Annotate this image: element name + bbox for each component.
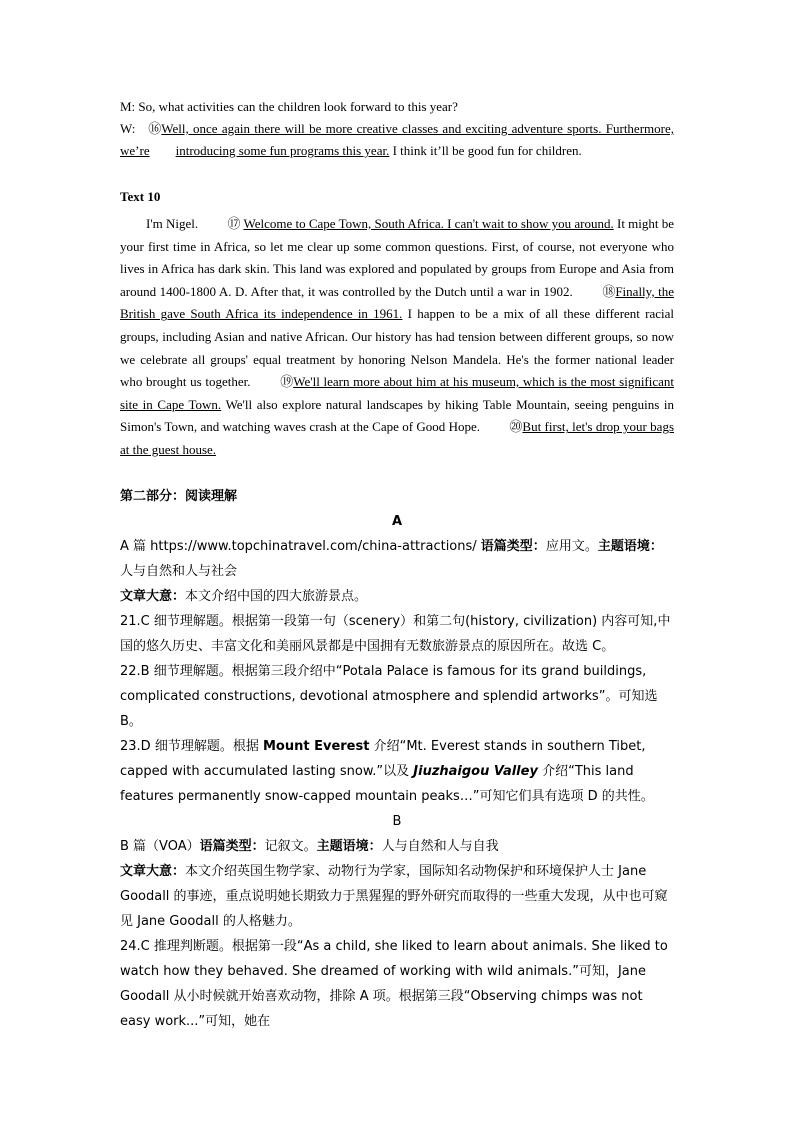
underlined-answer: introducing some fun programs this year. <box>175 143 390 158</box>
answer-21: 21.C 细节理解题。根据第一段第一句（scenery）和第二句(history, civilization) 内容可知,中国的悠久历史、丰富文化和美丽风景都是中国拥有无数旅游景点的原因所在。故选 C。 <box>120 613 671 654</box>
answer-22: 22.B 细节理解题。根据第三段介绍中“Potala Palace is famous for its grand buildings, complicated constructions, devotional atmosphere and splendid artworks”。可知选 B。 <box>120 663 658 729</box>
section-a-source <box>120 534 674 584</box>
type-label: 语篇类型： <box>199 838 265 854</box>
section-b-letter: B <box>392 813 402 829</box>
underlined-answer: Well, once again there will be more creative classes and exciting adventure sports. Furthermore, we’re <box>120 121 674 158</box>
text10-passage <box>120 213 674 462</box>
underlined-answer: Welcome to Cape Town, South Africa. I can't wait to show you around. <box>243 216 614 231</box>
dialogue-line-m <box>120 96 674 118</box>
passage-text: I happen to be a mix of all these different racial groups, including Asian and native African. Our history has had tension between different groups, so now we celebrate all groups' equal treatment by honoring Nelson Mandela. He's the former national leader who brought us together. <box>120 306 674 390</box>
theme-label: 主题语境： <box>316 838 382 854</box>
section-a-main-idea <box>120 584 674 609</box>
theme-label: 主题语境： <box>597 538 663 554</box>
passage-text: It might be your first time in Africa, so let me clear up some common questions. First, of course, not everyone who lives in Africa has dark skin. This land was explored and populated by groups from Europe and Asia from around 1400-1800 A. D. After that, it was controlled by the Dutch until a war in 1902. <box>120 216 675 299</box>
passage-text: We'll also explore natural landscapes by hiking Table Mountain, seeing penguins in Simon's Town, and watching waves crash at the Cape of Good Hope. <box>120 396 674 435</box>
underlined-answer: Finally, the British gave South Africa its independence in 1961. <box>120 283 675 322</box>
answer-number: ⑳ <box>509 419 523 435</box>
type-value: 记叙文。 <box>264 838 317 854</box>
section-a-letter: A <box>391 513 403 529</box>
answer-23 <box>120 734 674 809</box>
answer-text: 介绍“This land features permanently snow-capped mountain peaks…”可知它们具有选项 D 的共性。 <box>120 763 654 804</box>
main-idea-label: 文章大意： <box>120 588 186 604</box>
dialogue-text: I think it’ll be good fun for children. <box>392 143 582 158</box>
type-label: 语篇类型： <box>480 538 546 554</box>
type-value: 应用文。 <box>545 538 598 554</box>
speaker-label: W: <box>120 121 136 136</box>
passage-text: I'm Nigel. <box>146 216 199 231</box>
section-b-source <box>120 834 674 859</box>
answer-24: 24.C 推理判断题。根据第一段“As a child, she liked to learn about animals. She liked to watch how they behaved. She dreamed of working with wild animals.”可知，Jane Goodall 从小时候就开始喜欢动物，排除 A 项。根据第三段“Observing chimps was not easy work...”可知，她在 <box>120 938 668 1029</box>
main-idea-label: 文章大意： <box>120 863 186 879</box>
answer-number: ⑯ <box>148 121 162 136</box>
source-text: A 篇 https://www.topchinatravel.com/china-attractions/ <box>120 538 477 554</box>
section-b-main-idea <box>120 859 674 934</box>
text10-heading: Text 10 <box>120 189 161 204</box>
source-text: B 篇（VOA） <box>120 838 200 854</box>
place-name: Jiuzhaigou Valley <box>413 763 538 779</box>
part2-heading: 第二部分：阅读理解 <box>120 488 238 504</box>
underlined-answer: We'll learn more about him at his museum, which is the most significant site in Cape Town. <box>120 374 675 412</box>
underlined-answer: But first, let's drop your bags at the guest house. <box>120 419 675 457</box>
main-idea-text: 本文介绍英国生物学家、动物行为学家，国际知名动物保护和环境保护人士 Jane Goodall 的事迹，重点说明她长期致力于黑猩猩的野外研究而取得的一些重大发现，从中也可窥见 Jane Goodall 的人格魅力。 <box>120 863 668 929</box>
answer-text: 介绍“Mt. Everest stands in southern Tibet, capped with accumulated lasting snow.”以及 <box>120 738 646 779</box>
answer-text: 23.D 细节理解题。根据 <box>120 738 259 754</box>
place-name: Mount Everest <box>262 738 370 754</box>
theme-value: 人与自然和人与社会 <box>120 563 238 579</box>
document-page <box>120 96 674 1034</box>
theme-value: 人与自然和人与自我 <box>381 838 499 854</box>
answer-number: ⑱ <box>602 283 616 299</box>
dialogue-line-w <box>120 118 674 162</box>
dialogue-text: So, what activities can the children look forward to this year? <box>138 99 458 114</box>
answer-number: ⑲ <box>280 374 294 390</box>
answer-number: ⑰ <box>227 216 241 231</box>
main-idea-text: 本文介绍中国的四大旅游景点。 <box>185 588 368 604</box>
speaker-label: M: <box>120 99 136 114</box>
